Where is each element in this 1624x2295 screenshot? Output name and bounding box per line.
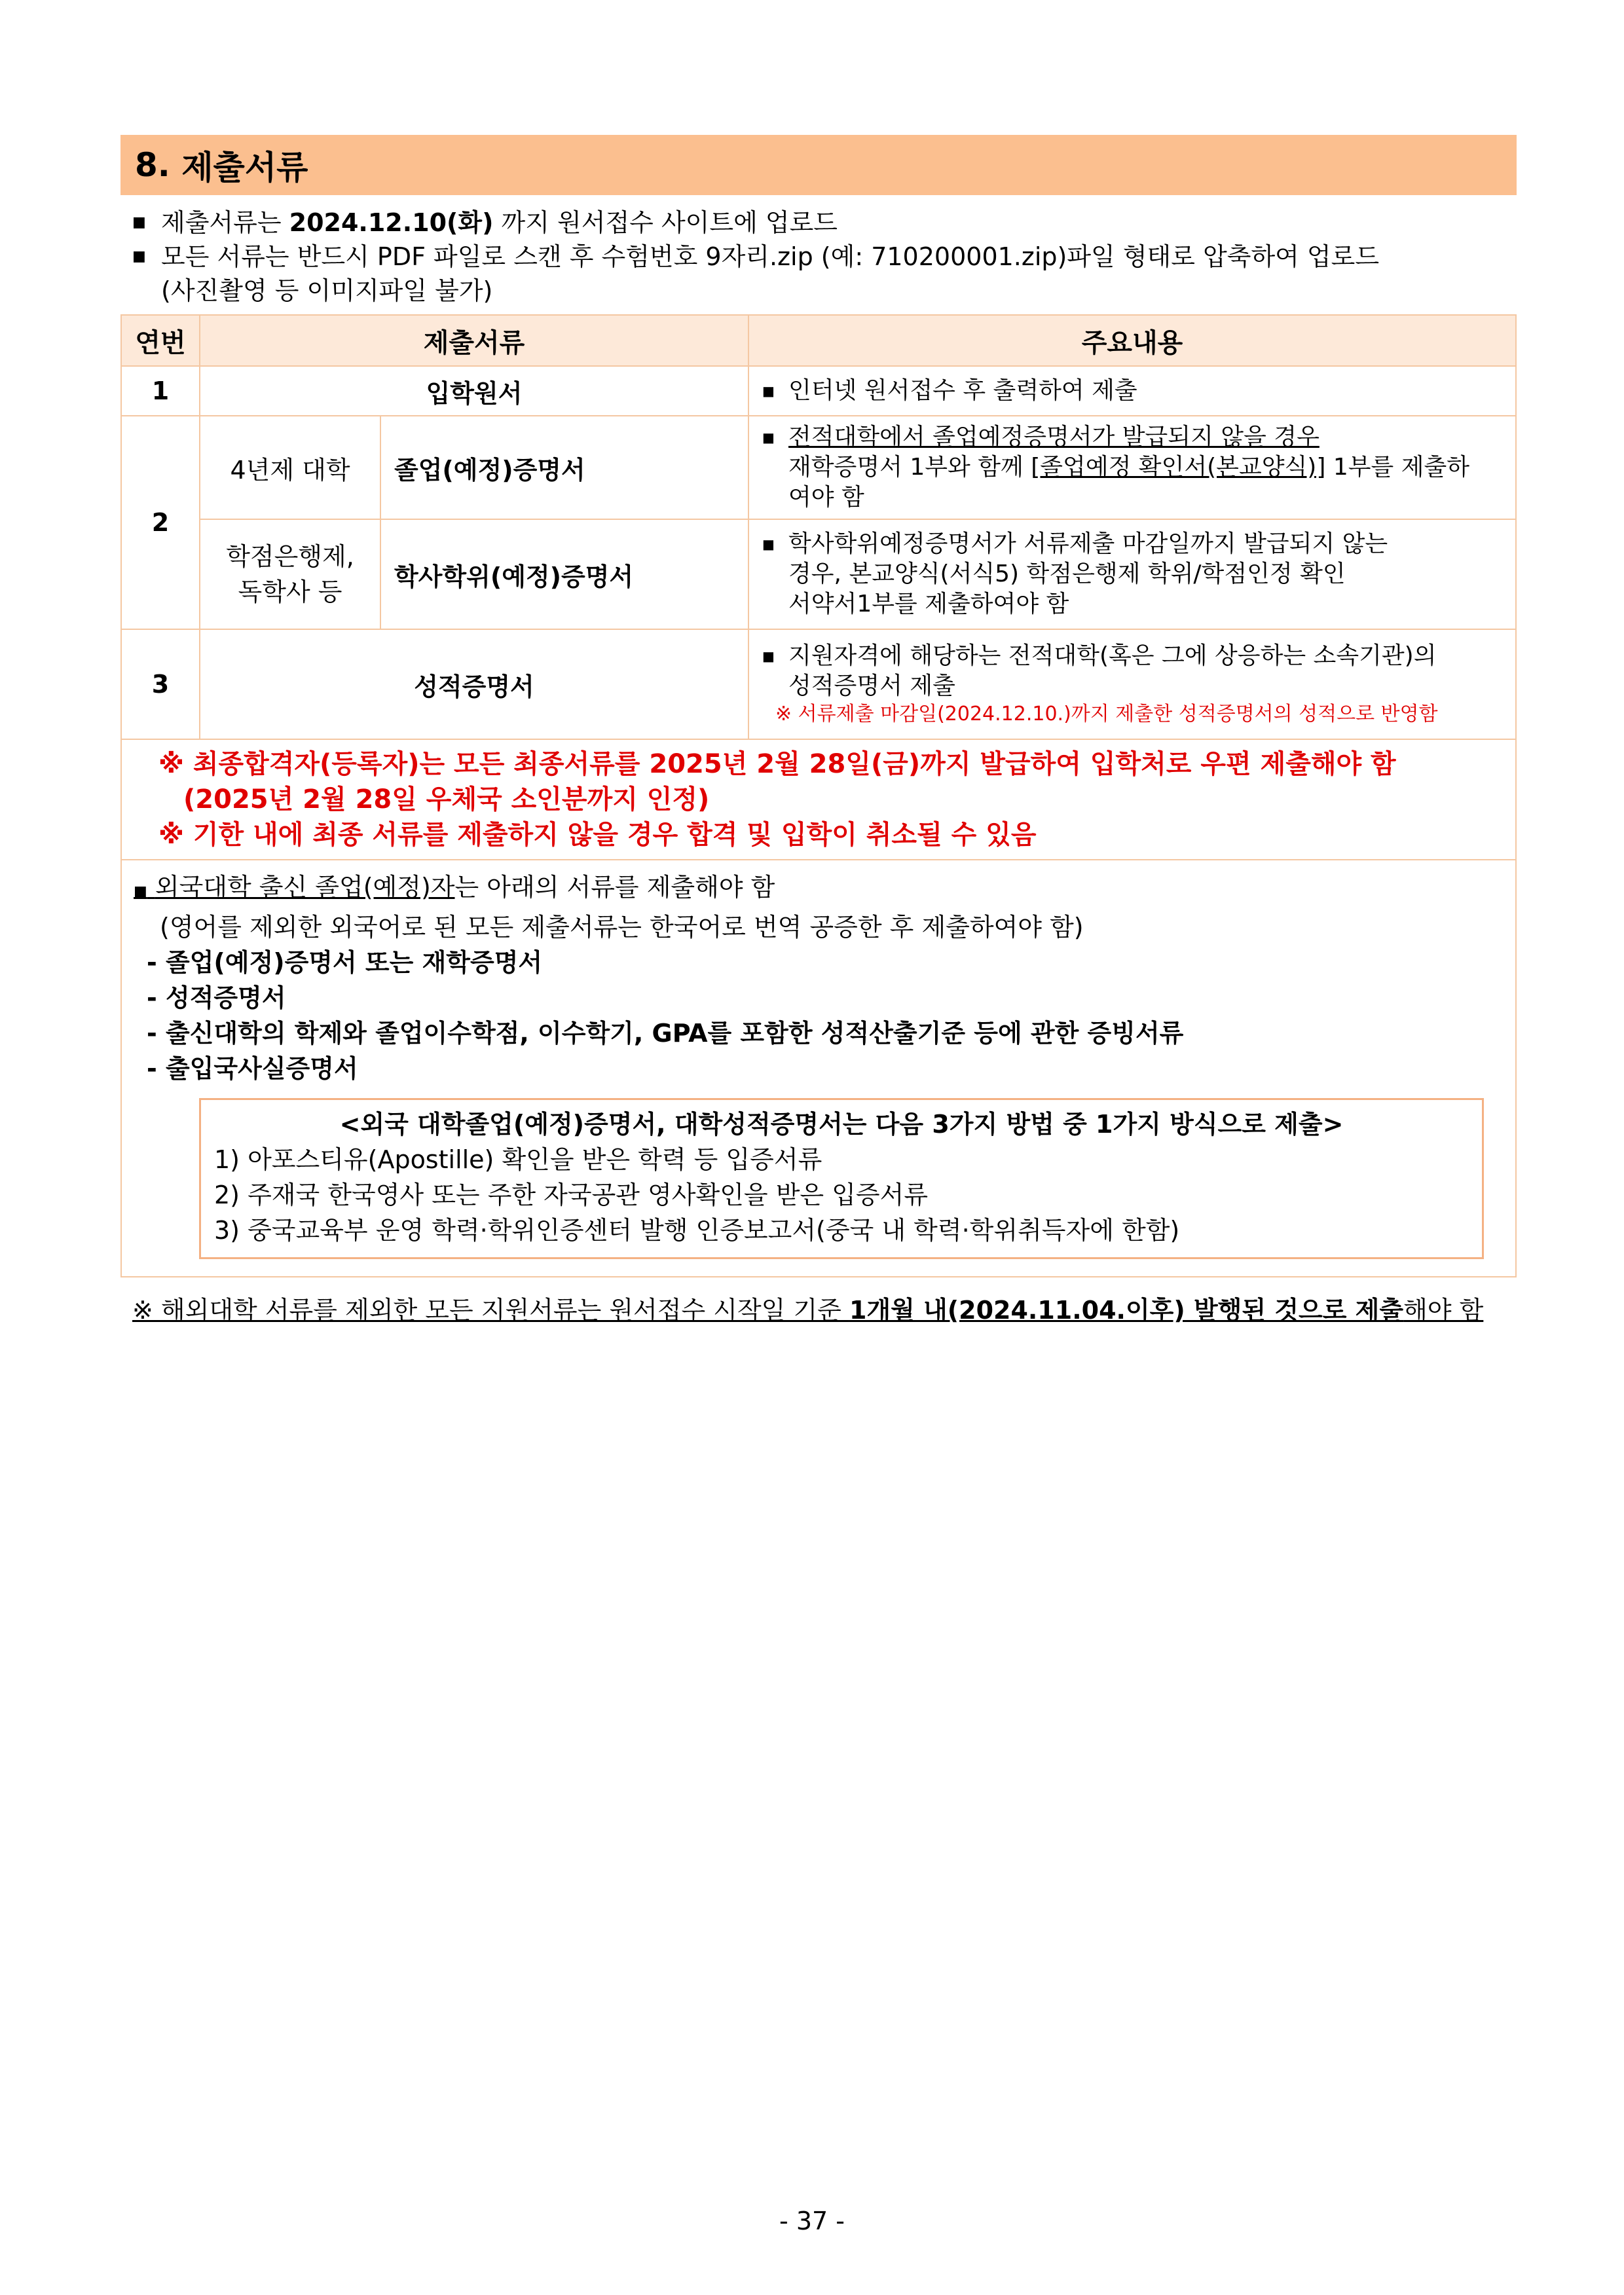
section-number: 8. [135,146,170,184]
final-docs-notice: ※ 최종합격자(등록자)는 모든 최종서류를 2025년 2월 28일(금)까지 발급하여 입학처로 우편 제출해야 함 (2025년 2월 28일 우체국 소인분까지 인정) ※ 기한 내에 최종 서류를 제출하지 않을 경우 합격 및 입학이 취소될 수 있음 [121,739,1516,860]
row-content: ■ 인터넷 원서접수 후 출력하여 제출 [748,366,1516,416]
row-number: 3 [121,629,200,739]
bullet-square-icon: ■ [132,214,146,230]
page-number: - 37 - [779,2207,845,2235]
foreign-doc-item: - 출입국사실증명서 [147,1054,358,1083]
section-header [120,135,1517,195]
submission-methods-box [199,1098,1484,1259]
col-header-content: 주요내용 [748,315,1516,366]
row-number: 1 [121,366,200,416]
row-document: 성적증명서 [200,629,748,739]
table-row [121,629,1516,739]
method-item: 1) 아포스티유(Apostille) 확인을 받은 학력 등 입증서류 [214,1145,822,1174]
school-type: 4년제 대학 [200,416,380,519]
foreign-doc-item: - 성적증명서 [147,983,286,1012]
bullet-square-icon: ■ [762,430,775,445]
row-number: 2 [121,416,200,629]
bullet-square-icon: ■ [132,248,146,265]
bullet-item: ■ 제출서류는 2024.12.10(화) 까지 원서접수 사이트에 업로드 [120,206,1517,240]
section-title: 제출서류 [181,149,308,187]
notice-row [121,739,1516,860]
col-header-number: 연번 [121,315,200,366]
col-header-document: 제출서류 [200,315,748,366]
method-item: 3) 중국교육부 운영 학력·학위인증센터 발행 인증보고서(중국 내 학력·학위취득자에 한함) [214,1216,1180,1245]
foreign-university-section: ■ 외국대학 출신 졸업(예정)자는 아래의 서류를 제출해야 함 (영어를 제외한 외국어로 된 모든 제출서류는 한국어로 번역 공증한 후 제출하여야 함) - 졸업(예정)증명서 또는 재학증명서 - 성적증명서 - 출신대학의 학제와 졸업이수학점, 이수학기, GPA를 포함한 성적산출기준 등에 관한 증빙서류 - 출입국사실증명서 <외국 대학졸업(예정)증명서, 대학성적증명서는 다음 3가지 방법 중 1가지 방식으로 제출> 1) 아포스티유(Apostille) 확인을 받은 학력 등 입증서류 2) 주재국 한국영사 또는 주한 자국공관 영사확인을 받은 입증서류 3) 중국교육부 운영 학력·학위인증센터 발행 인증보고서(중국 내 학력·학위취득자에 한함) [121,860,1516,1277]
row-document: 학사학위(예정)증명서 [380,519,748,629]
bullet-square-icon: ■ [762,536,775,552]
row-document: 입학원서 [200,366,748,416]
page-content [120,135,1517,1327]
box-title: <외국 대학졸업(예정)증명서, 대학성적증명서는 다음 3가지 방법 중 1가지 방식으로 제출> [339,1110,1344,1139]
row-content: ■ 학사학위예정증명서가 서류제출 마감일까지 발급되지 않는 경우, 본교양식(서식5) 학점은행제 학위/학점인정 확인 서약서1부를 제출하여야 함 [748,519,1516,629]
bullet-square-icon: ■ [762,648,775,664]
foreign-doc-item: - 졸업(예정)증명서 또는 재학증명서 [147,948,543,977]
foreign-doc-item: - 출신대학의 학제와 졸업이수학점, 이수학기, GPA를 포함한 성적산출기준 등에 관한 증빙서류 [147,1019,1184,1048]
bullet-square-icon: ■ [762,383,775,399]
intro-bullets [120,206,1517,308]
foreign-row [121,860,1516,1277]
bullet-square-icon: ■ [134,883,147,900]
table-header-row [121,315,1516,366]
method-item: 2) 주재국 한국영사 또는 주한 자국공관 영사확인을 받은 입증서류 [214,1181,929,1209]
row-content: ■ 전적대학에서 졸업예정증명서가 발급되지 않을 경우 재학증명서 1부와 함께 [졸업예정 확인서(본교양식)] 1부를 제출하 여야 함 [748,416,1516,519]
bullet-item: ■ 모든 서류는 반드시 PDF 파일로 스캔 후 수험번호 9자리.zip (예: 710200001.zip)파일 형태로 압축하여 업로드 (사진촬영 등 이미지파일 불가) [120,240,1517,308]
footer-note: ※ 해외대학 서류를 제외한 모든 지원서류는 원서접수 시작일 기준 1개월 내(2024.11.04.이후) 발행된 것으로 제출해야 함 [132,1296,1484,1325]
documents-table [120,314,1517,1277]
table-row [121,416,1516,519]
school-type: 학점은행제, 독학사 등 [200,519,380,629]
table-row [121,366,1516,416]
table-row [121,519,1516,629]
row-content: ■ 지원자격에 해당하는 전적대학(혹은 그에 상응하는 소속기관)의 성적증명서 제출 ※ 서류제출 마감일(2024.12.10.)까지 제출한 성적증명서의 성적으로 반영함 [748,629,1516,739]
grade-note: ※ 서류제출 마감일(2024.12.10.)까지 제출한 성적증명서의 성적으로 반영함 [775,703,1438,725]
row-document: 졸업(예정)증명서 [380,416,748,519]
